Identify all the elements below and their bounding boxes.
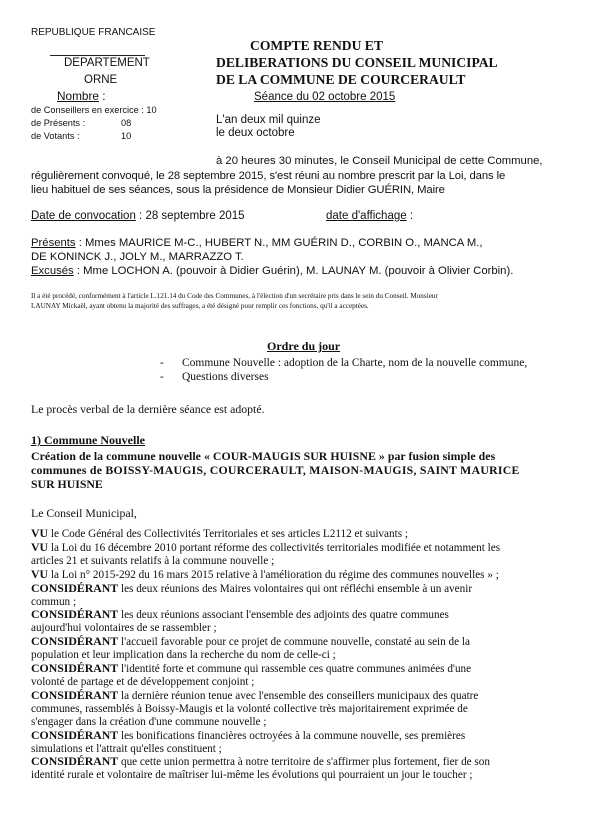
clause-text: communes, rassemblés à Boissy-Maugis et la volonté collective très majoritairement exprimée de [31,702,468,715]
agenda-bullet: - [160,371,164,383]
session-date: Séance du 02 octobre 2015 [254,91,396,103]
clause-keyword: CONSIDÉRANT [31,607,119,622]
clause-text: volonté de partage et de développement conjoint ; [31,675,255,688]
clauses-list [31,527,571,782]
agenda-item-2 [160,371,269,383]
date-written-line-2: le deux octobre [216,127,295,139]
clause-keyword: CONSIDÉRANT [31,661,119,676]
clause-considrant [31,582,571,609]
council-intro: Le Conseil Municipal, [31,506,137,520]
title-line-2: DELIBERATIONS DU CONSEIL MUNICIPAL [216,55,498,70]
subject-line-1: Création de la commune nouvelle « COUR-MAUGIS SUR HUISNE » par fusion simple des [31,449,496,463]
counts-present-value: 08 [121,118,132,128]
intro-line-1: à 20 heures 30 minutes, le Conseil Municipal de cette Commune, [216,155,543,167]
excused-label: Excusés [31,265,74,277]
excused-line [31,265,513,277]
clause-text: s'engager dans la création d'une commune nouvelle ; [31,715,267,728]
department-name: ORNE [84,74,118,86]
clause-keyword: CONSIDÉRANT [31,754,119,769]
present-names: : Mmes MAURICE M-C., HUBERT N., MM GUÉRIN D., CORBIN O., MANCA M., [75,237,483,249]
posting-label: date d'affichage [326,210,407,222]
clause-text: l'identité forte et commune qui rassemble ces quatre communes animées d'une [118,663,472,676]
agenda-title: Ordre du jour [267,339,341,353]
clause-vu [31,568,571,582]
agenda-item-text: Commune Nouvelle : adoption de la Charte, nom de la nouvelle commune, [182,357,528,369]
secretary-note-line-1: Il a été procédé, conformément à l'article L.121.14 du Code des Communes, à l'élection d'un secrétaire pris dans le sein du Conseil. Monsieur [31,292,438,300]
department-label: DEPARTEMENT [64,57,150,69]
secretary-note-line-2: LAUNAY Mickaël, ayant obtenu la majorité des suffrages, a été désigné pour remplir ces fonctions, qu'il a acceptées. [31,302,369,310]
agenda-item-1 [160,357,527,369]
intro-line-3: lieu habituel de ses séances, sous la présidence de Monsieur Didier GUÉRIN, Maire [31,184,445,196]
clause-considrant [31,729,571,756]
clause-keyword: VU [31,539,49,554]
counts-in-office: de Conseillers en exercice : 10 [31,105,157,115]
clause-line [31,662,571,676]
minutes-adopted: Le procès verbal de la dernière séance est adopté. [31,402,265,416]
clause-considrant [31,689,571,729]
clause-keyword: CONSIDÉRANT [31,580,119,595]
title-line-1: COMPTE RENDU ET [250,38,383,53]
clause-text: les deux réunions associant l'ensemble des adjoints des quatre communes [118,609,449,622]
republic-label: REPUBLIQUE FRANCAISE [31,27,156,38]
present-label: Présents [31,237,76,249]
clause-line [31,582,571,596]
clause-line [31,729,571,743]
excused-names: : Mme LOCHON A. (pouvoir à Didier Guérin), M. LAUNAY M. (pouvoir à Olivier Corbin). [73,265,514,277]
clause-line [31,769,571,782]
convocation-value: : 28 septembre 2015 [135,210,245,222]
date-written-line-1: L'an deux mil quinze [216,114,321,126]
title-line-3: DE LA COMMUNE DE COURCERAULT [216,72,466,87]
present-line-2: DE KONINCK J., JOLY M., MARRAZZO T. [31,251,244,263]
clause-keyword: CONSIDÉRANT [31,634,119,649]
agenda-bullet: - [160,357,164,369]
header-rule [50,55,145,56]
clause-line [31,755,571,769]
clause-text: la dernière réunion tenue avec l'ensemble des conseillers municipaux des quatre [118,689,479,702]
counts-heading [57,89,106,103]
clause-text: que cette union permettra à notre territoire de s'affirmer plus fortement, fier de son [118,756,490,769]
clause-line [31,555,571,568]
clause-text: les bonifications financières octroyées à la commune nouvelle, ses premières [118,729,466,742]
clause-line [31,568,571,582]
convocation-label: Date de convocation [31,210,136,222]
clause-text: la Loi n° 2015-292 du 16 mars 2015 relative à l'amélioration du régime des communes nouvelles » ; [48,568,499,581]
convocation-date [31,210,245,222]
counts-voting-value: 10 [121,131,132,141]
clause-text: commun ; [31,595,77,608]
subject-line-2: communes de BOISSY-MAUGIS, COURCERAULT, MAISON-MAUGIS, SAINT MAURICE [31,463,520,477]
clause-considrant [31,635,571,662]
posting-value: : [406,210,414,222]
clause-line [31,527,571,541]
clause-text: simulations et l'attrait qu'elles constituent ; [31,742,222,755]
counts-colon: : [98,89,106,103]
clause-text: les deux réunions des Maires volontaires qui ont réfléchi ensemble à un avenir [118,582,473,595]
present-line-1 [31,237,483,249]
intro-line-2: régulièrement convoqué, le 28 septembre 2015, s'est réuni au nombre prescrit par la Loi, dans le [31,170,506,182]
counts-voting-label: de Votants : [31,131,80,141]
clause-line [31,541,571,555]
clause-considrant [31,662,571,689]
clause-keyword: VU [31,566,49,581]
subject-line-3: SUR HUISNE [31,477,103,491]
clause-keyword: CONSIDÉRANT [31,687,119,702]
counts-label: Nombre [57,89,99,103]
clause-keyword: VU [31,526,49,540]
clause-line [31,635,571,649]
clause-vu [31,527,571,541]
clause-text: aujourd'hui volontaires de se rassembler ; [31,622,217,635]
clause-text: la Loi du 16 décembre 2010 portant réforme des collectivités territoriales modifiée et notamment les [48,541,501,554]
clause-considrant [31,608,571,635]
counts-present-label: de Présents : [31,118,86,128]
clause-keyword: CONSIDÉRANT [31,727,119,742]
clause-text: le Code Général des Collectivités Territoriales et ses articles L2112 et suivants ; [48,528,408,540]
clause-vu [31,541,571,568]
clause-line [31,689,571,703]
clause-considrant [31,755,571,782]
clause-text: l'accueil favorable pour ce projet de commune nouvelle, constaté au sein de la [118,636,470,649]
section-heading: 1) Commune Nouvelle [31,433,145,447]
clause-line [31,608,571,622]
clause-text: identité rurale et volontaire de maîtriser lui-même les évolutions qui pourraient un jour le toucher ; [31,769,473,782]
posting-date [326,210,413,222]
clause-line [31,703,571,716]
clause-text: articles 21 et suivants relatifs à la commune nouvelle ; [31,554,275,567]
clause-text: population et leur implication dans la recherche du nom de celle-ci ; [31,649,336,662]
agenda-item-text: Questions diverses [182,371,269,383]
